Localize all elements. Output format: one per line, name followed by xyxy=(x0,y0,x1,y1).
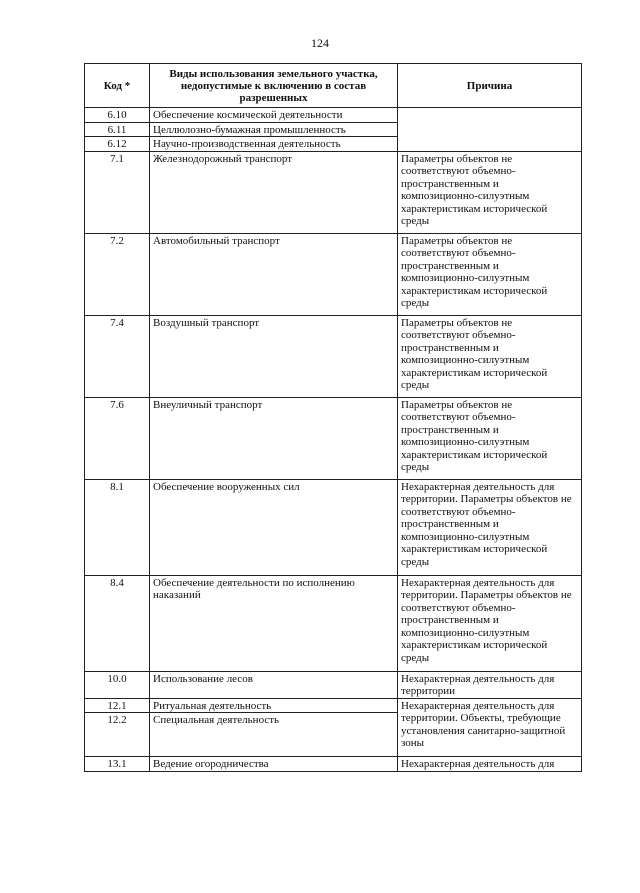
table-row xyxy=(85,397,582,479)
table-row xyxy=(85,479,582,575)
row-use: Автомобильный транспорт xyxy=(150,233,398,315)
row-reason-empty xyxy=(398,108,582,152)
row-use: Целлюлозно-бумажная промышленность xyxy=(150,122,398,137)
page-number: 124 xyxy=(311,36,329,50)
row-reason: Нехарактерная деятельность для территории. Параметры объектов не соответствуют объемно-пространственным и композиционно-силуэтным характеристикам исторической среды xyxy=(398,575,582,671)
row-code: 7.1 xyxy=(85,151,150,233)
header-use: Виды использования земельного участка, недопустимые к включению в состав разрешенных xyxy=(150,64,398,108)
row-code: 12.1 xyxy=(85,698,150,713)
table-row xyxy=(85,108,582,123)
row-reason: Нехарактерная деятельность для xyxy=(398,757,582,772)
row-reason: Параметры объектов не соответствуют объемно-пространственным и композиционно-силуэтным характеристикам исторической среды xyxy=(398,233,582,315)
row-code: 13.1 xyxy=(85,757,150,772)
header-reason: Причина xyxy=(398,64,582,108)
row-use: Внеуличный транспорт xyxy=(150,397,398,479)
table-row xyxy=(85,757,582,772)
row-use: Специальная деятельность xyxy=(150,713,398,757)
row-reason: Нехарактерная деятельность для территории xyxy=(398,671,582,698)
row-reason: Нехарактерная деятельность для территории. Параметры объектов не соответствуют объемно-пространственным и композиционно-силуэтным характеристикам исторической среды xyxy=(398,479,582,575)
table-row xyxy=(85,151,582,233)
table-row xyxy=(85,315,582,397)
table-row xyxy=(85,575,582,671)
table-row xyxy=(85,233,582,315)
row-code: 6.12 xyxy=(85,137,150,152)
row-code: 6.11 xyxy=(85,122,150,137)
row-use: Обеспечение космической деятельности xyxy=(150,108,398,123)
row-use: Железнодорожный транспорт xyxy=(150,151,398,233)
row-code: 7.4 xyxy=(85,315,150,397)
header-code: Код * xyxy=(85,64,150,108)
row-code: 6.10 xyxy=(85,108,150,123)
row-code: 7.6 xyxy=(85,397,150,479)
restrictions-table xyxy=(84,63,582,772)
table-row xyxy=(85,698,582,713)
row-code: 12.2 xyxy=(85,713,150,757)
row-reason: Параметры объектов не соответствуют объемно-пространственным и композиционно-силуэтным характеристикам исторической среды xyxy=(398,397,582,479)
row-reason: Параметры объектов не соответствуют объемно-пространственным и композиционно-силуэтным характеристикам исторической среды xyxy=(398,151,582,233)
row-reason: Параметры объектов не соответствуют объемно-пространственным и композиционно-силуэтным характеристикам исторической среды xyxy=(398,315,582,397)
row-reason: Нехарактерная деятельность для территории. Объекты, требующие установления санитарно-защитной зоны xyxy=(398,698,582,757)
row-use: Ведение огородничества xyxy=(150,757,398,772)
row-use: Воздушный транспорт xyxy=(150,315,398,397)
row-code: 8.1 xyxy=(85,479,150,575)
row-code: 8.4 xyxy=(85,575,150,671)
row-code: 10.0 xyxy=(85,671,150,698)
table-row xyxy=(85,671,582,698)
row-use: Обеспечение вооруженных сил xyxy=(150,479,398,575)
table-header-row xyxy=(85,64,582,108)
row-use: Использование лесов xyxy=(150,671,398,698)
row-code: 7.2 xyxy=(85,233,150,315)
row-use: Научно-производственная деятельность xyxy=(150,137,398,152)
row-use: Обеспечение деятельности по исполнению наказаний xyxy=(150,575,398,671)
row-use: Ритуальная деятельность xyxy=(150,698,398,713)
